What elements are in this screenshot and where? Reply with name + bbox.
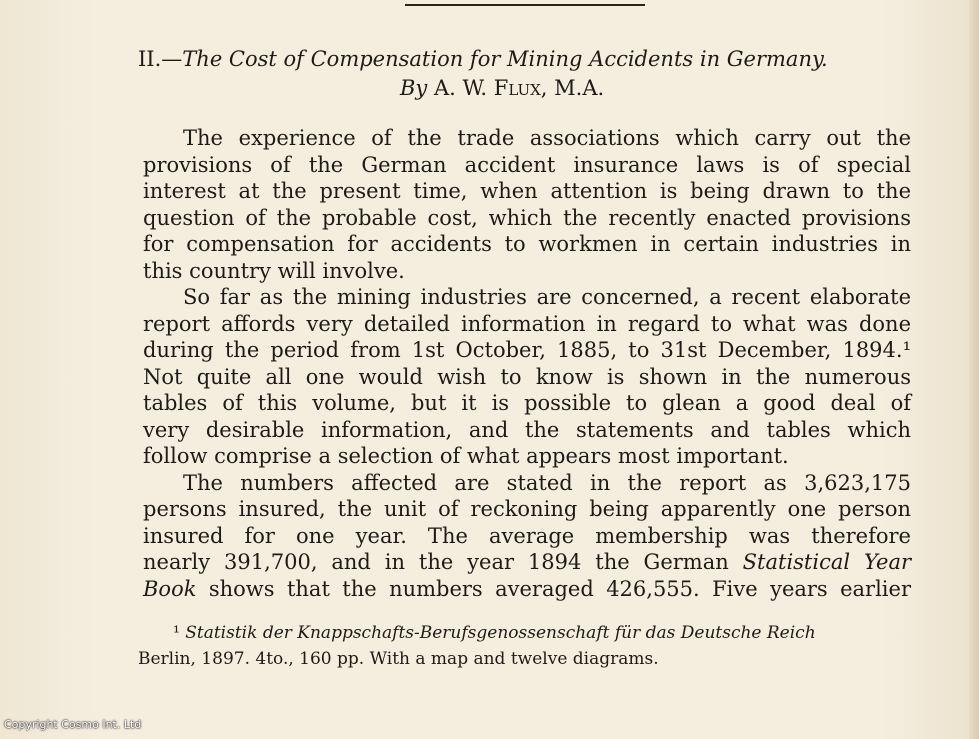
paragraph3-line5-text: shows that the numbers averaged 426,555. Five years earlier: [208, 576, 911, 601]
paragraph2-line: very desirable information, and the statements and tables which: [143, 417, 911, 442]
byline-by: By: [400, 76, 428, 100]
footnote: [138, 620, 913, 672]
heading-title: The Cost of Compensation for Mining Accidents in Germany.: [182, 47, 828, 71]
byline-author: A. W. Flux, M.A.: [433, 76, 605, 100]
article-body: [143, 125, 911, 602]
paragraph1-line: interest at the present time, when attention is being drawn to the: [143, 179, 911, 203]
paragraph2-line: during the period from 1st October, 1885, to 31st December, 1894.¹: [143, 338, 911, 362]
article-heading: [138, 45, 918, 73]
paragraph2-line: report affords very detailed information in regard to what was done: [143, 311, 911, 336]
paragraph3-line: [143, 549, 911, 576]
paragraph2-line: So far as the mining industries are concerned, a recent elaborate: [183, 285, 911, 309]
paragraph1-line: question of the probable cost, which the recently enacted provisions: [143, 205, 911, 230]
paragraph3-line: persons insured, the unit of reckoning being apparently one person: [143, 497, 911, 521]
paragraph1-line: provisions of the German accident insurance laws is of special: [143, 152, 911, 177]
top-rule: [405, 4, 645, 6]
paragraph3-line4-italic: Statistical Year: [742, 550, 912, 574]
footnote-title: Statistik der Knappschafts-Berufsgenossenschaft für das Deutsche Reich: [185, 623, 816, 643]
footnote-marker: ¹: [173, 623, 180, 643]
paragraph3-line5-italic: Book: [143, 576, 197, 601]
byline: [400, 74, 604, 102]
paragraph1-line: The experience of the trade associations which carry out the: [183, 126, 911, 150]
paragraph3-line: [143, 576, 911, 603]
copyright-watermark: Copyright Cosmo Int. Ltd: [4, 718, 142, 731]
footnote-details: Berlin, 1897. 4to., 160 pp. With a map and twelve diagrams.: [138, 649, 659, 669]
paragraph3-line: insured for one year. The average membership was therefore: [143, 523, 911, 548]
paragraph1-line: for compensation for accidents to workmen in certain industries in: [143, 232, 911, 256]
paragraph3-line: The numbers affected are stated in the report as 3,623,175: [183, 470, 911, 495]
paragraph1-line: this country will involve.: [143, 258, 405, 283]
paragraph3-line4-text: nearly 391,700, and in the year 1894 the German: [143, 550, 729, 574]
page-edge: [969, 0, 979, 739]
footnote-line1: [138, 620, 913, 646]
paragraph2-line: tables of this volume, but it is possible to glean a good deal of: [143, 391, 911, 415]
paragraph2-line: Not quite all one would wish to know is shown in the numerous: [143, 364, 911, 389]
paragraph2-line: follow comprise a selection of what appears most important.: [143, 444, 789, 468]
heading-number: II.—: [138, 47, 183, 71]
